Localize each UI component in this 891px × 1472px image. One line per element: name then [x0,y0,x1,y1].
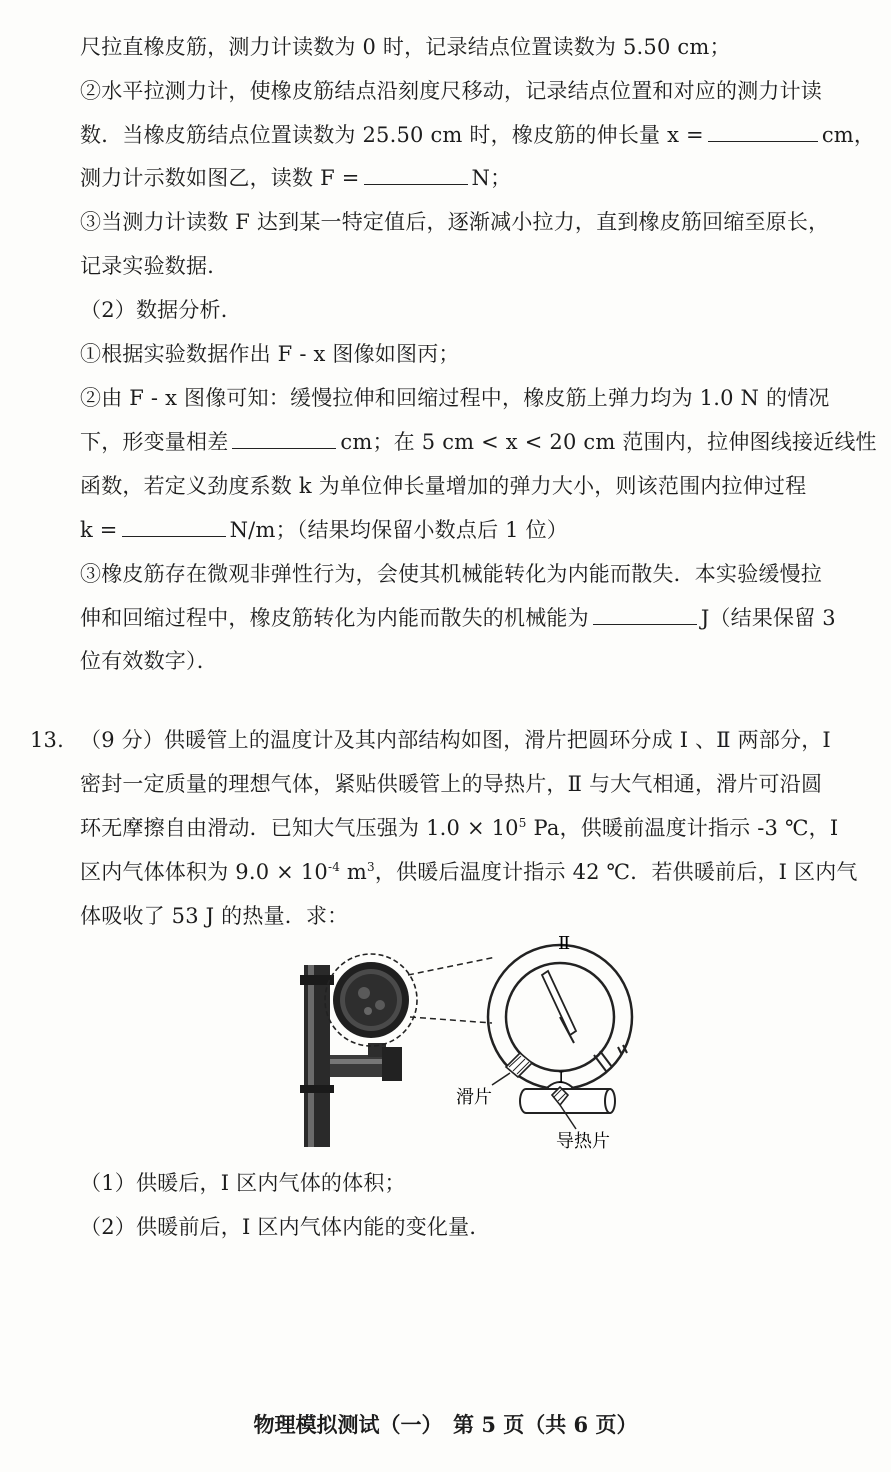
text-line: 体吸收了 53 J 的热量．求： [80,904,349,928]
text-segment: Pa，供暖前温度计指示 -3 ℃，Ⅰ [526,816,839,840]
text-line: ②由 F - x 图像可知：缓慢拉伸和回缩过程中，橡皮筋上弹力均为 1.0 N 的情况 [80,386,830,410]
text-line [80,120,876,150]
text-line [80,163,860,193]
text-segment: m [340,860,368,884]
text-segment: k = [80,518,118,542]
answer-blank-f[interactable] [364,166,468,185]
text-line: ②水平拉测力计，使橡皮筋结点沿刻度尺移动，记录结点位置和对应的测力计读 [80,79,822,103]
question-number: 13. [30,728,64,752]
text-line [80,857,860,887]
thermometer-figure [296,935,636,1155]
text-segment: 下，形变量相差 [80,430,229,454]
text-line [80,427,877,457]
exponent: 3 [367,860,375,874]
text-segment: N/m；（结果均保留小数点后 1 位） [229,518,568,542]
answer-blank-energy[interactable] [593,606,697,625]
answer-blank-k[interactable] [122,518,226,537]
text-line [80,813,860,843]
text-line: 位有效数字）． [80,649,218,673]
exponent: -4 [327,860,341,874]
text-line: （9 分）供暖管上的温度计及其内部结构如图，滑片把圆环分成 Ⅰ 、Ⅱ 两部分，Ⅰ [80,728,831,752]
text-segment: ，供暖后温度计指示 42 ℃．若供暖前后，Ⅰ 区内气 [374,860,858,884]
label-heat-plate: 导热片 [556,1131,610,1152]
answer-blank-x[interactable] [708,123,818,142]
text-line: （2）数据分析． [80,298,242,322]
label-region-I: Ⅰ [558,1068,565,1087]
sub-question-1: （1）供暖后，Ⅰ 区内气体的体积； [80,1171,406,1195]
text-segment: cm， [821,123,876,147]
text-segment: cm；在 5 cm < x < 20 cm 范围内，拉伸图线接近线性 [340,430,877,454]
text-line: ③当测力计读数 F 达到某一特定值后，逐渐减小拉力，直到橡皮筋回缩至原长， [80,210,830,234]
text-line: 函数，若定义劲度系数 k 为单位伸长量增加的弹力大小，则该范围内拉伸过程 [80,474,807,498]
text-segment: 环无摩擦自由滑动．已知大气压强为 1.0 × 10 [80,816,519,840]
text-segment: J（结果保留 3 [700,606,836,630]
text-segment: N； [471,166,512,190]
text-line: 尺拉直橡皮筋，测力计读数为 0 时，记录结点位置读数为 5.50 cm； [80,35,731,59]
text-line: 密封一定质量的理想气体，紧贴供暖管上的导热片，Ⅱ 与大气相通，滑片可沿圆 [80,772,823,796]
text-line: ③橡皮筋存在微观非弹性行为，会使其机械能转化为内能而散失．本实验缓慢拉 [80,562,822,586]
text-segment: 数．当橡皮筋结点位置读数为 25.50 cm 时，橡皮筋的伸长量 x = [80,123,704,147]
answer-blank-diff[interactable] [232,430,336,449]
text-segment: 伸和回缩过程中，橡皮筋转化为内能而散失的机械能为 [80,606,589,630]
ring-schematic [488,945,632,1129]
text-line: 记录实验数据． [80,254,229,278]
text-segment: 测力计示数如图乙，读数 F = [80,166,360,190]
exponent: 5 [518,816,527,830]
label-slider: 滑片 [456,1087,492,1108]
text-line: ①根据实验数据作出 F - x 图像如图丙； [80,342,460,366]
label-region-II: Ⅱ [558,935,571,954]
text-line [80,515,860,545]
page-footer: 物理模拟测试（一） 第 5 页（共 6 页） [253,1412,638,1437]
sub-question-2: （2）供暖前后，Ⅰ 区内气体内能的变化量． [80,1215,491,1239]
text-segment: 区内气体体积为 9.0 × 10 [80,860,328,884]
text-line [80,603,860,633]
